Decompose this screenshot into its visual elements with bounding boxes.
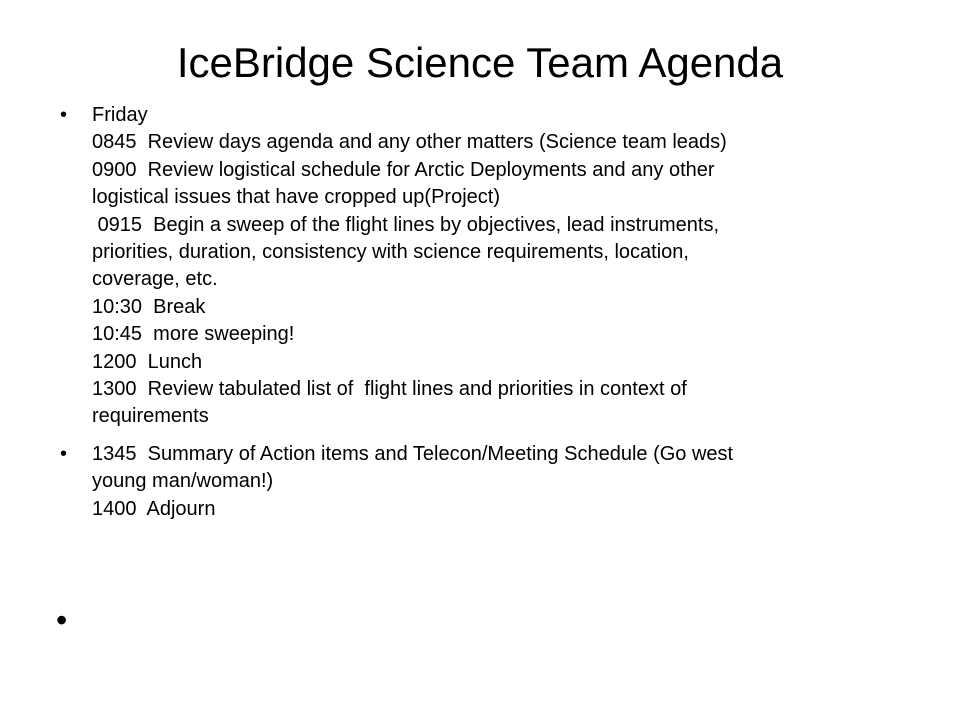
bullet-dot-icon: •: [60, 442, 68, 465]
agenda-line: 0900 Review logistical schedule for Arctic Deployments and any other: [92, 158, 715, 181]
agenda-line: Friday: [92, 104, 148, 126]
agenda-line: 10:45 more sweeping!: [92, 323, 295, 346]
slide-title: IceBridge Science Team Agenda: [176, 39, 784, 86]
agenda-line: requirements: [92, 405, 209, 428]
agenda-line: logistical issues that have cropped up(Project): [92, 186, 500, 209]
agenda-line: coverage, etc.: [92, 268, 218, 291]
agenda-line: 1345 Summary of Action items and Telecon/Meeting Schedule (Go west: [92, 442, 734, 465]
slide-body: [60, 102, 900, 533]
agenda-bullet-wrapup: [60, 441, 900, 523]
agenda-line: 10:30 Break: [92, 295, 206, 318]
agenda-bullet-friday: [60, 102, 900, 431]
agenda-line: 0915 Begin a sweep of the flight lines by objectives, lead instruments,: [92, 213, 720, 236]
agenda-line: priorities, duration, consistency with science requirements, location,: [92, 241, 689, 264]
agenda-line: 0845 Review days agenda and any other matters (Science team leads): [92, 131, 727, 154]
agenda-line: 1200 Lunch: [92, 350, 203, 373]
agenda-line: 1300 Review tabulated list of flight lines and priorities in context of: [92, 378, 687, 401]
bullet-dot-icon: •: [60, 104, 68, 126]
empty-bullet-icon: •: [56, 602, 68, 638]
agenda-line: young man/woman!): [92, 470, 274, 493]
agenda-line: 1400 Adjourn: [92, 497, 216, 520]
